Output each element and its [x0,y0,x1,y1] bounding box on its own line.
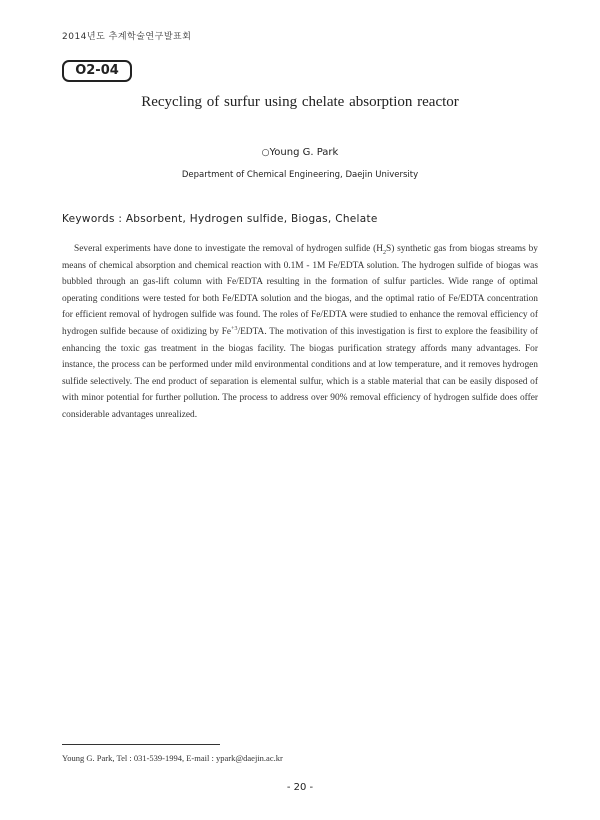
footnote-contact: Young G. Park, Tel : 031-539-1994, E-mail : ypark@daejin.ac.kr [62,753,283,763]
abstract-part-3: /EDTA. The motivation of this investigation is first to explore the feasibility of enhancing the toxic gas treatment in the biogas facility. The biogas purification strategy affords many advantages. For instance, the process can be performed under mild environmental conditions and at low temperature, and it removes hydrogen sulfide selectively. The end product of separation is elemental sulfur, which is a stable material that can be easily disposed of with minor potential for further pollution. The process to address over 90% removal efficiency of hydrogen sulfide does offer considerable advantages unrealized. [62,326,538,420]
abstract-part-1: Several experiments have done to investigate the removal of hydrogen sulfide (H [74,244,383,254]
abstract [62,241,538,424]
author-name: Young G. Park [269,147,339,158]
abstract-superscript: +3 [231,325,238,332]
affiliation: Department of Chemical Engineering, Daejin University [181,170,419,180]
paper-title: Recycling of surfur using chelate absorption reactor [141,94,459,110]
abstract-subscript: 2 [382,249,386,256]
conference-header: 2014년도 추계학술연구발표회 [62,32,192,42]
keywords: Keywords : Absorbent, Hydrogen sulfide, Biogas, Chelate [62,213,378,225]
page-number: - 20 - [286,782,314,793]
paper-code-badge: O2-04 [62,60,132,82]
author-line [0,147,600,158]
abstract-part-2: S) synthetic gas from biogas streams by means of chemical absorption and chemical reaction with 0.1M - 1M Fe/EDTA solution. The hydrogen sulfide of biogas was bubbled through an gas-lift column with Fe/EDTA resulting in the formation of sulfur particles. Wide range of optimal operating conditions were tested for both Fe/EDTA solution and the biogas, and the optimal ratio of Fe/EDTA concentration for efficient removal of hydrogen sulfide was found. The roles of Fe/EDTA were studied to enhance the removal efficiency of hydrogen sulfide because of oxidizing by Fe [62,244,538,337]
presenter-mark: ○ [261,148,270,158]
footnote-divider [62,744,220,745]
